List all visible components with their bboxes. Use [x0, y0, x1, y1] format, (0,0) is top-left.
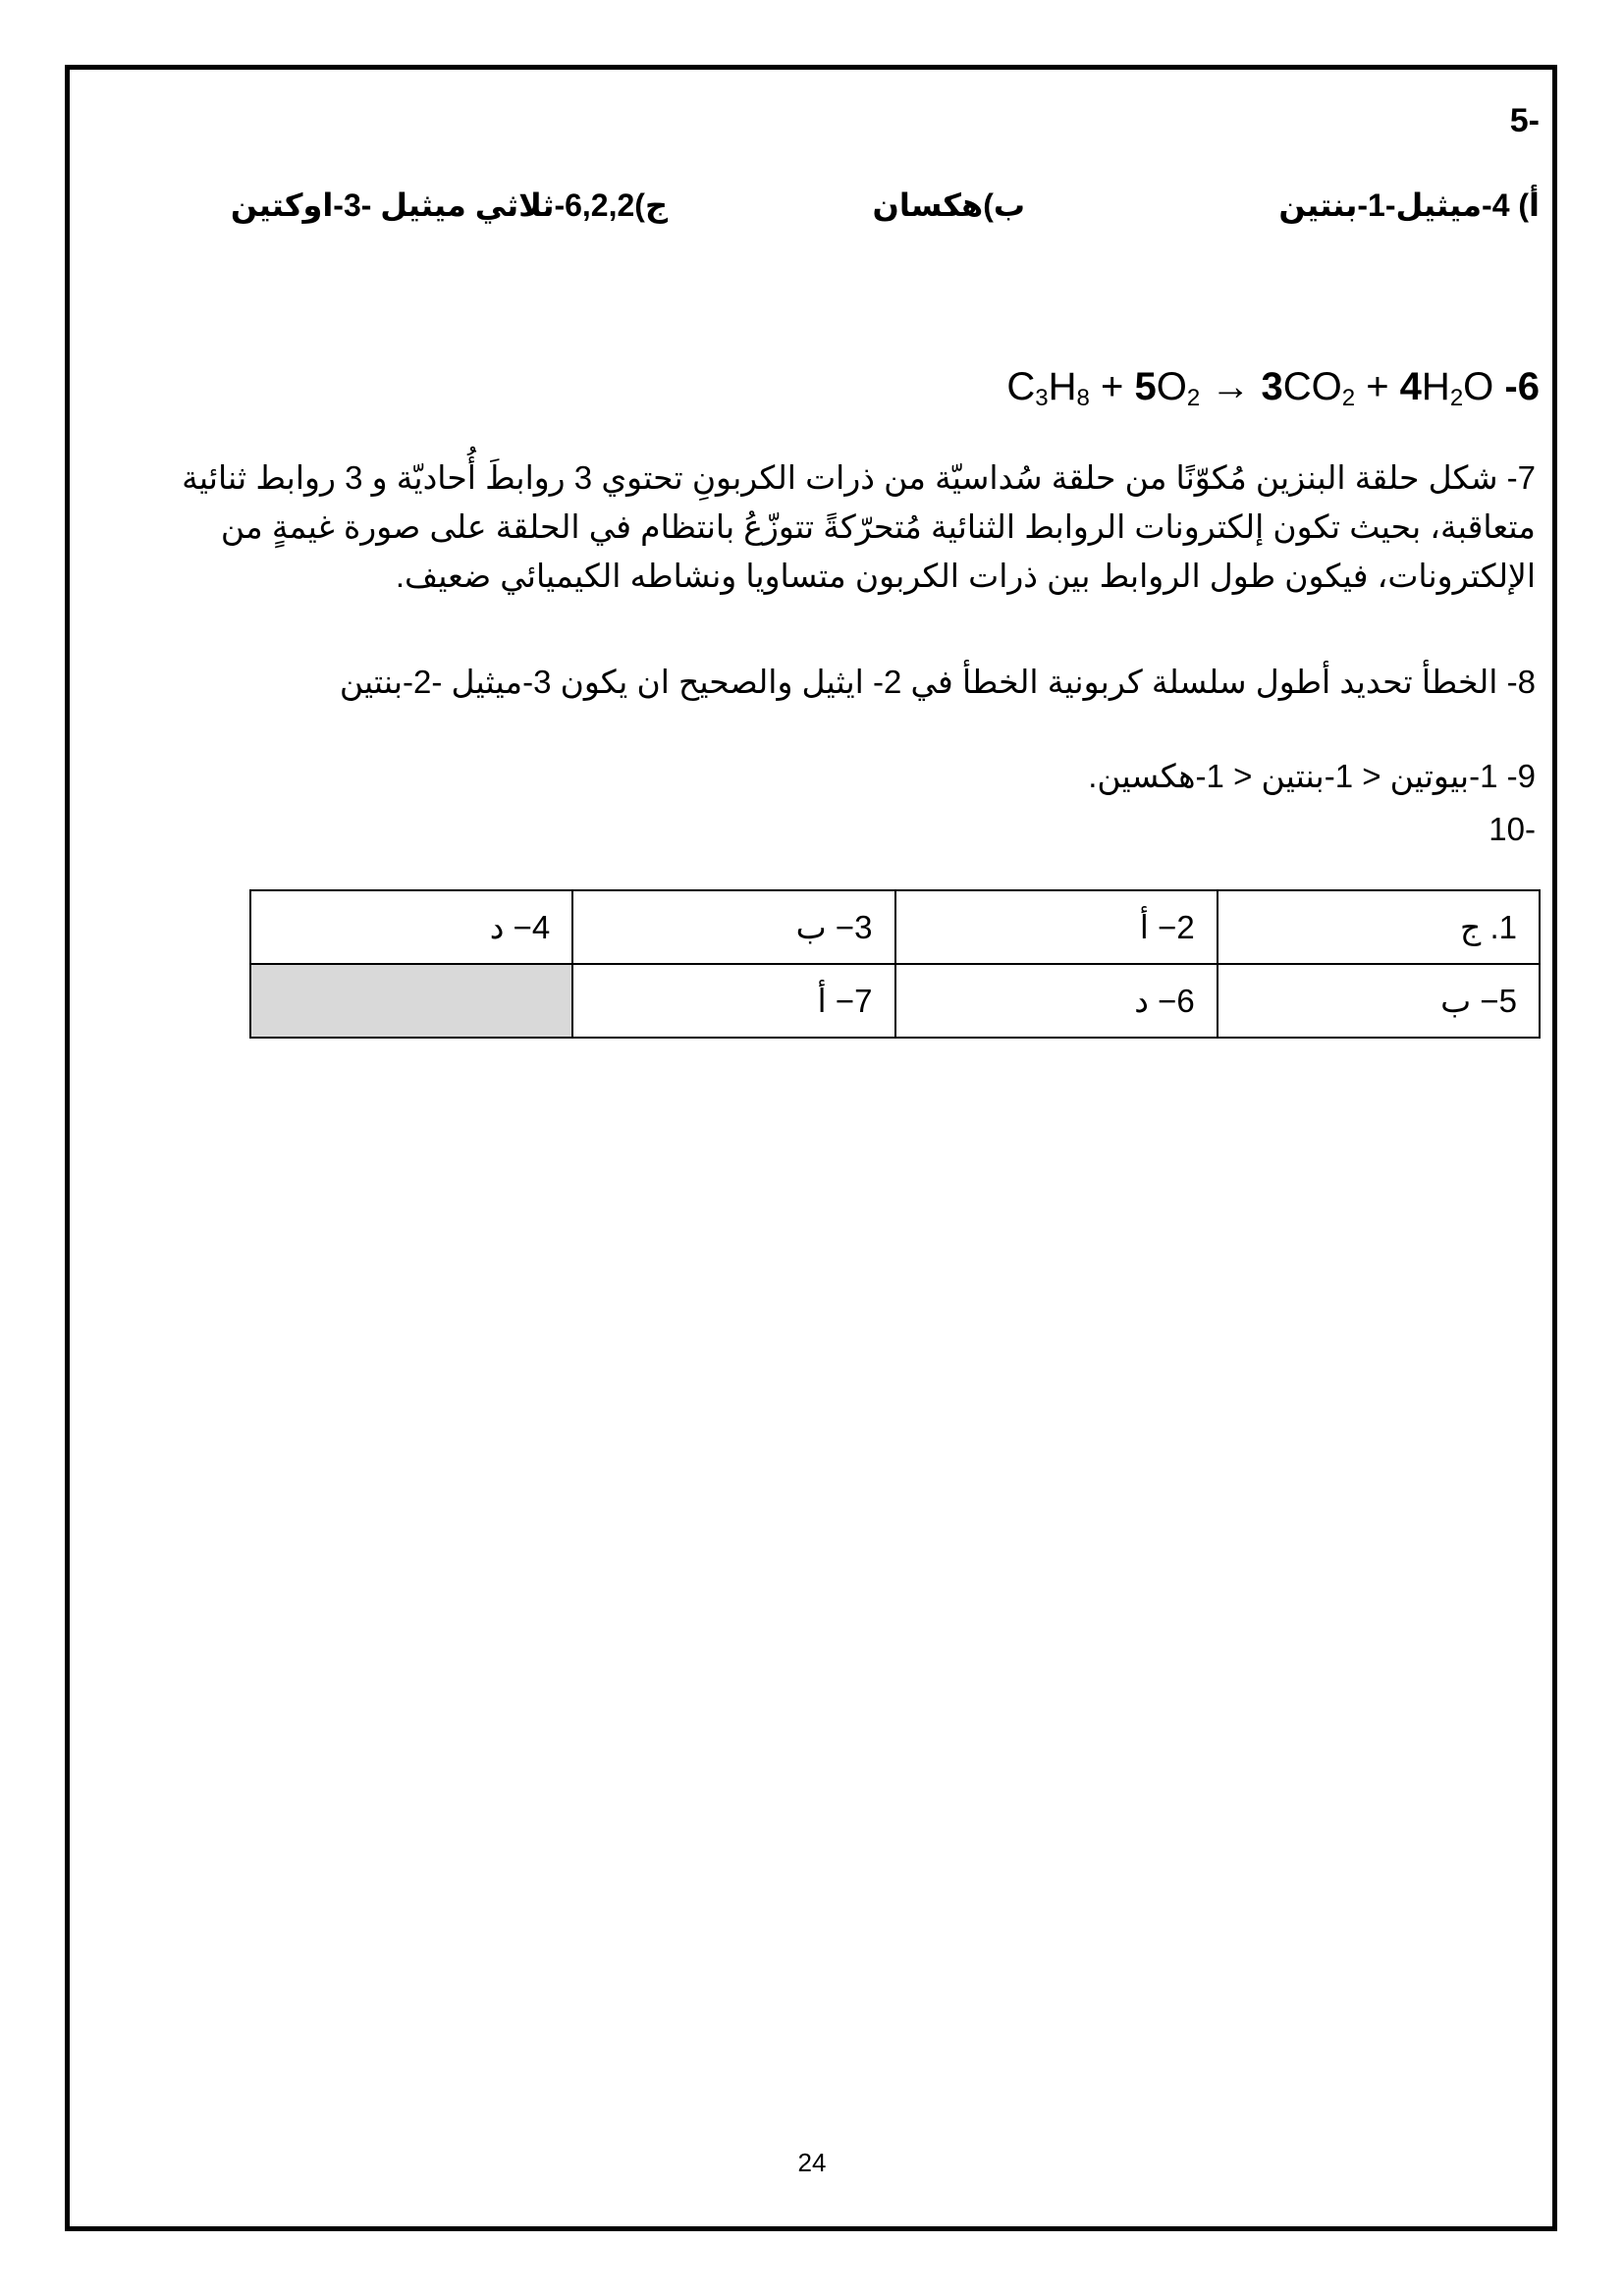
answer-cell: 6− د: [895, 964, 1218, 1038]
table-row: [250, 964, 1540, 1038]
question-6-label: -6: [1504, 365, 1540, 408]
water-formula: $H_2O$: [1421, 365, 1494, 411]
answer-cell: 2− أ: [895, 890, 1218, 964]
answers-table: [249, 889, 1541, 1039]
co2-coefficient: 3: [1261, 365, 1283, 408]
arrow-icon: →: [1211, 365, 1251, 408]
oxygen-coefficient: 5: [1134, 365, 1157, 408]
oxygen-formula: $O_2$: [1156, 365, 1201, 411]
table-row: [250, 890, 1540, 964]
answer-cell: 7− أ: [572, 964, 894, 1038]
q5-option-c: ج)6,2,2-ثلاثي ميثيل -3-اوكتين: [230, 187, 668, 223]
question-8-answer: 8- الخطأ تحديد أطول سلسلة كربونية الخطأ في 2- ايثيل والصحيح ان يكون 3-ميثيل -2-بنتين: [339, 664, 1536, 700]
answer-cell: 3− ب: [572, 890, 894, 964]
water-coefficient: 4: [1399, 365, 1422, 408]
answer-cell: 1. ج: [1218, 890, 1540, 964]
propane-formula: $C_3H_8$: [1006, 365, 1090, 411]
question-9-answer: 9- 1-بيوتين < 1-بنتين < 1-هكسين.: [1088, 758, 1536, 794]
answer-cell: 5− ب: [1218, 964, 1540, 1038]
question-5-label: -5: [1509, 102, 1540, 139]
plus-sign: +: [1366, 365, 1389, 408]
answer-cell: 4− د: [250, 890, 572, 964]
page-number: 24: [797, 2148, 827, 2177]
q5-option-b: ب)هكسان: [872, 187, 1025, 223]
question-7-answer: 7- شكل حلقة البنزين مُكوّنًا من حلقة سُداسيّة من ذرات الكربونِ تحتوي 3 روابطَ أُحاديّة و 3 روابط ثنائية متعاقبة، بحيث تكون إلكترونات الروابط الثنائية مُتحرّكةً تتوزّعُ بانتظام في الحلقة على صورة غيمةٍ من الإلكترونات، فيكون طول الروابط بين ذرات الكربون متساويا ونشاطه الكيميائي ضعيف.: [182, 459, 1536, 594]
q5-option-a: أ) 4-ميثيل-1-بنتين: [1278, 187, 1540, 223]
empty-shaded-cell: [250, 964, 572, 1038]
co2-formula: $CO_2$: [1282, 365, 1356, 411]
plus-sign: +: [1100, 365, 1124, 408]
combustion-equation: [1006, 365, 1540, 412]
question-10-label: -10: [1489, 811, 1536, 847]
